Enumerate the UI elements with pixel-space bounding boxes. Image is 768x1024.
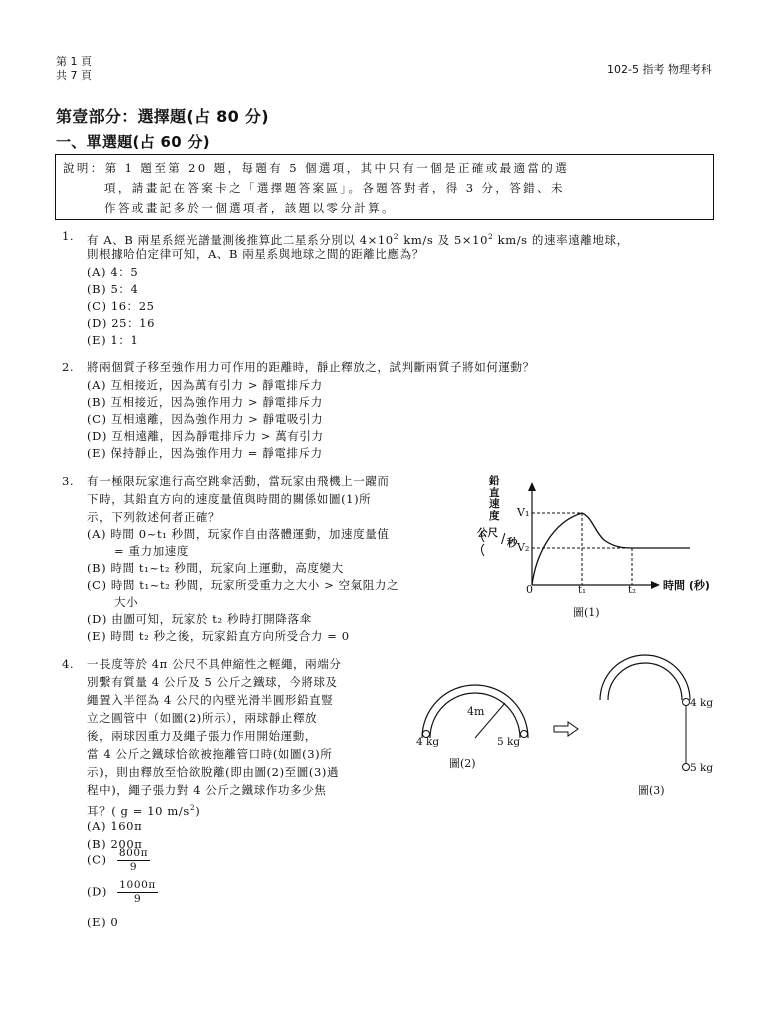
fig3-caption: 圖(3) xyxy=(638,784,665,797)
q3-number: 3. xyxy=(62,474,75,488)
q1-option-d[interactable]: (D) 25：16 xyxy=(87,316,156,330)
fig2-left-mass-label: 4 kg xyxy=(416,736,440,748)
fig2-caption: 圖(2) xyxy=(449,757,476,770)
fig1-unit-slash: / xyxy=(501,532,506,547)
fig1-y-unit-a: 公尺 xyxy=(477,527,498,539)
unit-bracket-close xyxy=(482,544,485,556)
fig3-bottom-mass-label: 5 kg xyxy=(690,762,714,774)
q4-line-4: 立之圓管中（如圖(2)所示），兩球靜止釋放 xyxy=(87,711,318,725)
instructions-line-1: 說明：第 1 題至第 20 題，每題有 5 個選項，其中只有一個是正確或最適當的選 xyxy=(63,161,570,175)
q3-option-d[interactable]: (D) 由圖可知，玩家於 t₂ 秒時打開降落傘 xyxy=(87,612,312,626)
q3-option-c-cont: 大小 xyxy=(114,595,139,609)
q4-line-3: 繩置入半徑為 4 公尺的內壁光滑半圓形鉛直豎 xyxy=(87,693,334,707)
fig1-y-label: 鉛直速度 xyxy=(489,475,500,522)
q4-option-b[interactable]: (B) 200π xyxy=(87,837,143,851)
q3-option-a[interactable]: (A) 時間 0~t₁ 秒間，玩家作自由落體運動，加速度量值 xyxy=(87,527,390,541)
y-axis-arrow xyxy=(528,482,536,491)
q4-line-6: 當 4 公斤之鐵球恰欲被拖離管口時(如圖(3)所 xyxy=(87,747,333,761)
q4-line-9: 耳？( g = 10 $m/s^2$) xyxy=(87,803,201,818)
part-title: 第壹部分：選擇題(占 80 分) xyxy=(56,107,269,126)
q1-option-c[interactable]: (C) 16：25 xyxy=(87,299,155,313)
q4-line-2: 別繫有質量 4 公斤及 5 公斤之鐵球，今將球及 xyxy=(87,675,338,689)
transition-arrow-icon xyxy=(553,721,579,737)
q1-line-2: 則根據哈伯定律可知，A、B 兩星系與地球之間的距離比應為？ xyxy=(87,247,424,261)
tube-outer-wall xyxy=(600,655,690,700)
fig2-right-mass-label: 5 kg xyxy=(497,736,521,748)
q3-option-e[interactable]: (E) 時間 t₂ 秒之後，玩家鉛直方向所受合力 = 0 xyxy=(87,629,350,643)
q1-option-e[interactable]: (E) 1：1 xyxy=(87,333,139,347)
fig1-x-label: 時間 (秒) xyxy=(663,579,710,592)
q3-line-1: 有一極限玩家進行高空跳傘活動，當玩家由飛機上一躍而 xyxy=(87,474,390,488)
q1-number: 1. xyxy=(62,229,75,243)
x-axis-arrow xyxy=(651,581,660,589)
q2-option-b[interactable]: (B) 互相接近，因為強作用力 > 靜電排斥力 xyxy=(87,395,323,409)
fig1-t1-label: t₁ xyxy=(578,585,587,596)
q1-line-1: 有 A、B 兩星系經光譜量測後推算此二星系分別以 $4\times 10^2$ km/s 及 $5\times 10^2$ km/s 的速率遠離地球， xyxy=(87,232,629,247)
fig2-radius-label: 4m xyxy=(467,705,485,718)
q4-option-e[interactable]: (E) 0 xyxy=(87,915,119,929)
page-total: 共 7 頁 xyxy=(56,69,92,82)
fig1-t2-label: t₂ xyxy=(628,585,637,596)
q4-option-a[interactable]: (A) 160π xyxy=(87,819,143,833)
section-subtitle: 一、單選題(占 60 分) xyxy=(56,133,210,151)
q3-option-a-cont: = 重力加速度 xyxy=(114,544,189,558)
q2-option-e[interactable]: (E) 保持靜止，因為強作用力 = 靜電排斥力 xyxy=(87,446,323,460)
q4-line-7: 示)，則由釋放至恰欲脫離(即由圖(2)至圖(3)過 xyxy=(87,765,340,779)
instructions-line-3: 作答或畫記多於一個選項者，該題以零分計算。 xyxy=(104,201,396,215)
q4-option-c[interactable]: (C) $\frac{800\pi}{9}$ xyxy=(87,847,149,873)
q3-option-b[interactable]: (B) 時間 t₁~t₂ 秒間，玩家向上運動，高度變大 xyxy=(87,561,344,575)
q3-option-c[interactable]: (C) 時間 t₁~t₂ 秒間，玩家所受重力之大小 > 空氣阻力之 xyxy=(87,578,400,592)
instructions-box xyxy=(55,154,714,220)
q2-option-d[interactable]: (D) 互相遠離，因為靜電排斥力 > 萬有引力 xyxy=(87,429,324,443)
fig1-v2-label: V₂ xyxy=(517,541,530,554)
fig3-top-mass-label: 4 kg xyxy=(690,697,714,709)
q2-option-a[interactable]: (A) 互相接近，因為萬有引力 > 靜電排斥力 xyxy=(87,378,323,392)
q2-number: 2. xyxy=(62,360,75,374)
q4-line-8: 程中)，繩子張力對 4 公斤之鐵球作功多少焦 xyxy=(87,783,327,797)
q4-line-5: 後，兩球因重力及繩子張力作用開始運動， xyxy=(87,729,317,743)
fig1-origin-label: 0 xyxy=(526,583,533,596)
fig1-y-unit-b: 秒 xyxy=(507,537,518,549)
ball-4kg xyxy=(683,699,690,706)
ball-5kg xyxy=(521,731,528,738)
q3-line-2: 下時，其鉛直方向的速度量值與時間的關係如圖(1)所 xyxy=(87,492,372,506)
q1-option-a[interactable]: (A) 4：5 xyxy=(87,265,139,279)
q4-line-1: 一長度等於 4π 公尺不具伸縮性之輕繩，兩端分 xyxy=(87,657,342,671)
exam-label: 102-5 指考 物理考科 xyxy=(607,63,712,76)
q1-option-b[interactable]: (B) 5：4 xyxy=(87,282,139,296)
q2-line-1: 將兩個質子移至強作用力可作用的距離時，靜止釋放之，試判斷兩質子將如何運動？ xyxy=(87,360,535,374)
fig1-caption: 圖(1) xyxy=(573,606,600,619)
ball-5kg xyxy=(683,764,690,771)
fig1-v1-label: V₁ xyxy=(517,506,530,519)
tube-inner-wall xyxy=(608,663,682,700)
q2-option-c[interactable]: (C) 互相遠離，因為強作用力 > 靜電吸引力 xyxy=(87,412,324,426)
figure-3-tube xyxy=(590,650,710,780)
page-number: 第 1 頁 xyxy=(56,55,92,68)
velocity-curve xyxy=(532,513,690,585)
q3-line-3: 示，下列敘述何者正確？ xyxy=(87,510,221,524)
q4-number: 4. xyxy=(62,657,75,671)
instructions-line-2: 項，請畫記在答案卡之「選擇題答案區」。各題答對者，得 3 分，答錯、未 xyxy=(104,181,565,195)
q4-option-d[interactable]: (D) $\frac{1000\pi}{9}$ xyxy=(87,879,156,905)
